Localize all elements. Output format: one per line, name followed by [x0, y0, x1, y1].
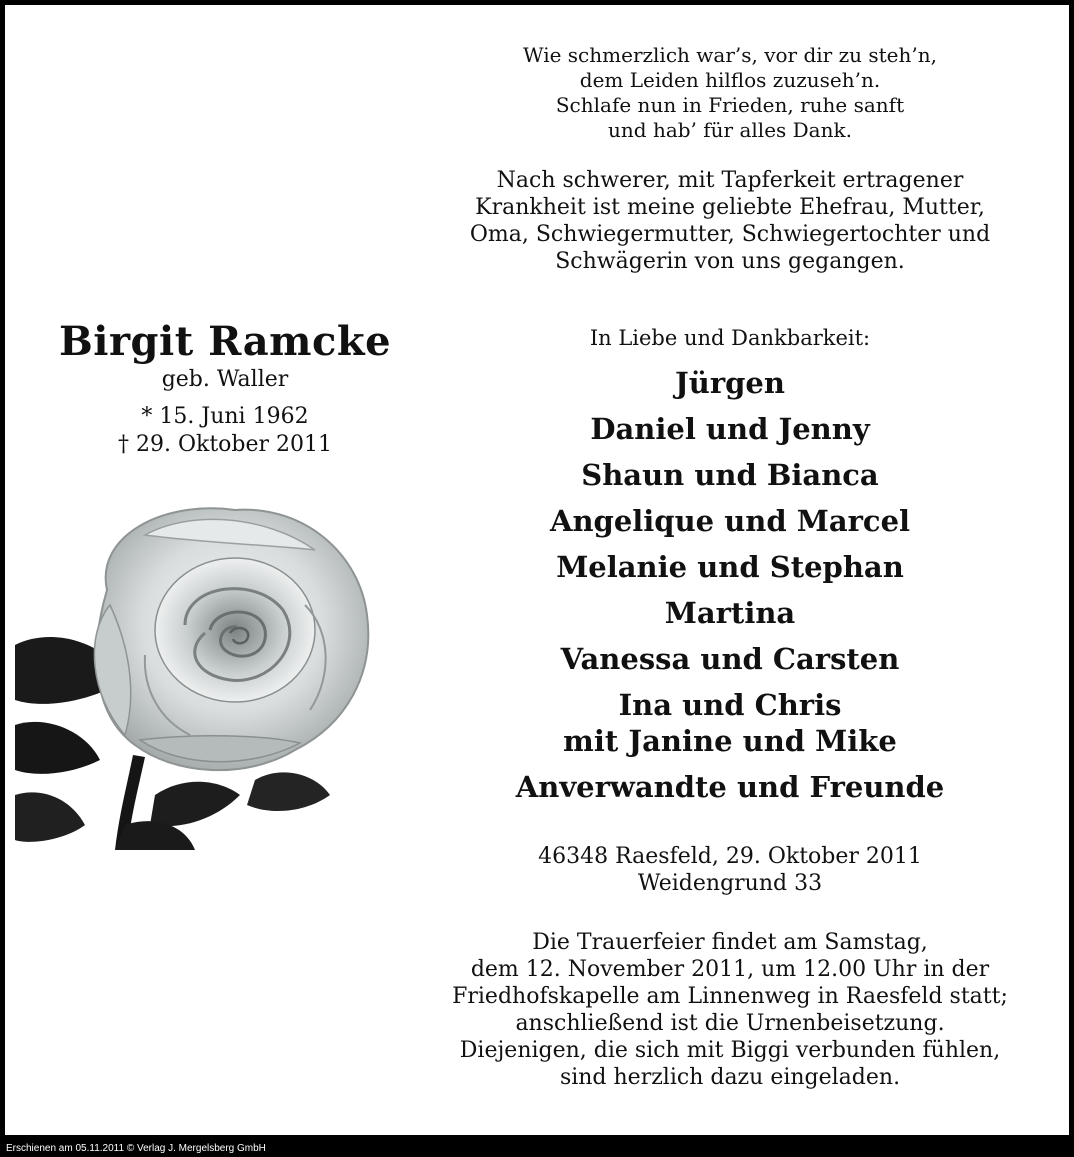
poem: [435, 43, 1025, 143]
white-rose-image: [15, 495, 375, 850]
thanks-line: In Liebe und Dankbarkeit:: [589, 326, 871, 350]
notice-text-block: [435, 43, 1025, 1091]
announcement-line: Nach schwerer, mit Tapferkeit ertragener: [496, 168, 964, 193]
funeral-line: Diejenigen, die sich mit Biggi verbunden fühlen,: [459, 1038, 1001, 1063]
mourner-name: Daniel und Jenny: [590, 412, 870, 446]
mourner-name: Martina: [664, 596, 796, 630]
maiden-name: geb. Waller: [161, 367, 289, 392]
mourners-list: [435, 365, 1025, 805]
mourner-name: Ina und Chris: [618, 688, 842, 722]
leaf-bottom-right: [150, 782, 240, 826]
leaf-left-lower: [15, 722, 100, 774]
life-dates: [25, 403, 425, 459]
mourner-name: Shaun und Bianca: [581, 458, 879, 492]
poem-line: und hab’ für alles Dank.: [608, 118, 852, 142]
funeral-info: [435, 929, 1025, 1091]
poem-line: dem Leiden hilflos zuzuseh’n.: [579, 68, 881, 92]
funeral-line: anschließend ist die Urnenbeisetzung.: [515, 1011, 945, 1036]
place-date: 46348 Raesfeld, 29. Oktober 2011: [538, 844, 922, 869]
deceased-block: [25, 317, 425, 459]
leaf-right: [247, 772, 330, 811]
mourner-name: Vanessa und Carsten: [560, 642, 900, 676]
mourner-name: Anverwandte und Freunde: [515, 770, 945, 804]
mourner-name: Melanie und Stephan: [556, 550, 904, 584]
death-date: † 29. Oktober 2011: [117, 432, 333, 457]
publication-footer: Erschienen am 05.11.2011 © Verlag J. Mergelsberg GmbH: [0, 1140, 1074, 1157]
address-block: [435, 843, 1025, 897]
announcement-line: Oma, Schwiegermutter, Schwiegertochter und: [469, 222, 991, 247]
leaf-bottom-left: [15, 792, 85, 842]
leaf-bottom-center: [115, 821, 195, 850]
funeral-line: Friedhofskapelle am Linnenweg in Raesfeld statt;: [452, 984, 1008, 1009]
funeral-line: sind herzlich dazu eingeladen.: [559, 1065, 901, 1090]
street-address: Weidengrund 33: [637, 871, 823, 896]
funeral-line: dem 12. November 2011, um 12.00 Uhr in der: [470, 957, 990, 982]
mourner-name: Angelique und Marcel: [549, 504, 911, 538]
deceased-name: Birgit Ramcke: [58, 318, 392, 365]
mourner-name: Jürgen: [675, 366, 785, 400]
mourner-name: mit Janine und Mike: [563, 724, 897, 758]
poem-line: Wie schmerzlich war’s, vor dir zu steh’n,: [523, 43, 937, 67]
birth-date: * 15. Juni 1962: [141, 404, 309, 429]
funeral-line: Die Trauerfeier findet am Samstag,: [532, 930, 928, 955]
announcement-line: Schwägerin von uns gegangen.: [555, 249, 905, 274]
announcement-line: Krankheit ist meine geliebte Ehefrau, Mutter,: [475, 195, 985, 220]
announcement-text: [435, 167, 1025, 275]
poem-line: Schlafe nun in Frieden, ruhe sanft: [555, 93, 905, 117]
